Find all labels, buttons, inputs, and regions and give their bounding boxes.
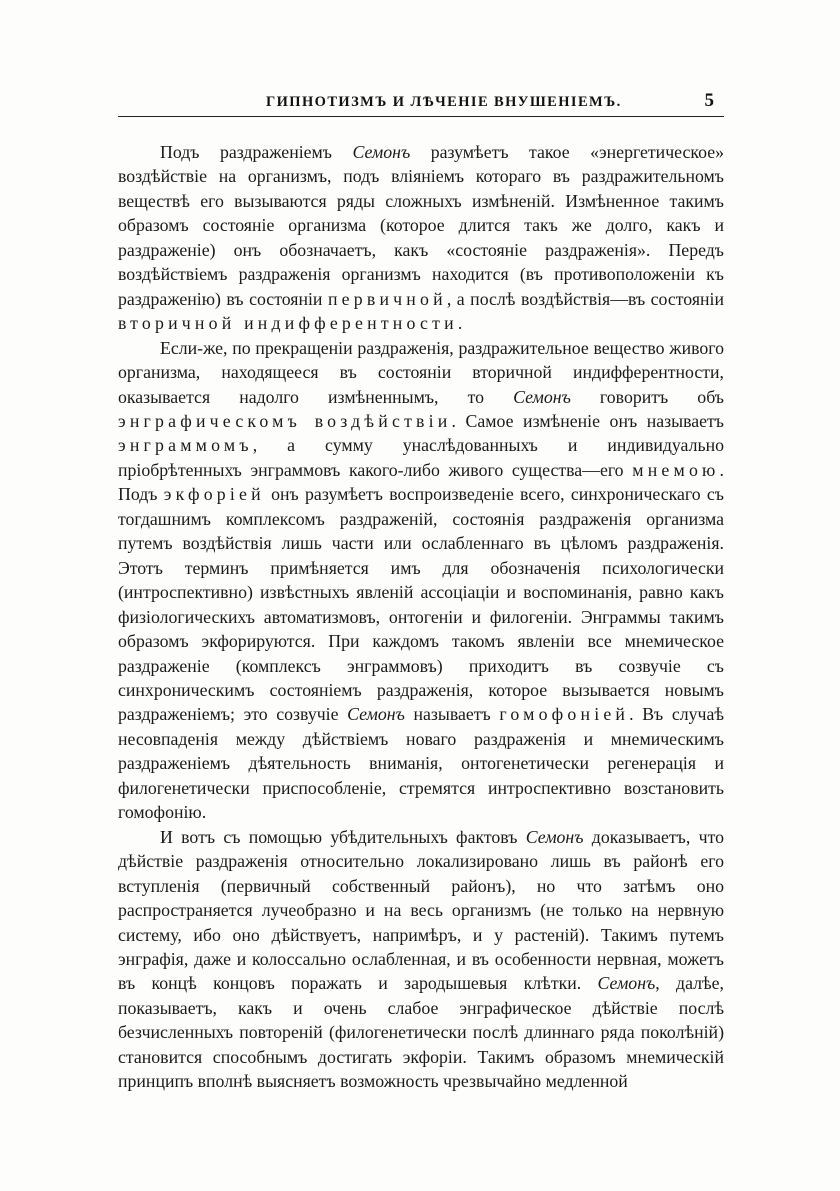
author-name: Семонъ xyxy=(347,704,405,725)
text-span: . Въ случаѣ несовпаденія между дѣйствіемъ новаго раздраженія и мнемическимъ раздраженіемъ дѣятельность вниманія, онтогенетически регенерація и филогенетически приспособленіе, стремятся интроспективно возстановить гомофонію. xyxy=(118,704,724,823)
spaced-term: первичной xyxy=(327,288,447,309)
paragraph-1 xyxy=(118,140,724,336)
body-text xyxy=(118,140,724,1094)
text-span: называетъ xyxy=(404,704,500,725)
running-header xyxy=(118,92,724,118)
text-span: Подъ раздраженіемъ xyxy=(160,142,353,162)
text-span: , а сумму унаслѣдованныхъ и индивидуально пріобрѣтенныхъ энграммовъ какого-либо живого существа—его xyxy=(118,435,724,480)
paragraph-2 xyxy=(118,336,724,825)
text-span: онъ разумѣетъ воспроизведеніе всего, синхроническаго съ тогдашнимъ комплексомъ раздраженій, состоянія раздраженія организма путемъ воздѣйствія лишь части или ослабленнаго въ цѣломъ раздраженія. Этотъ терминъ примѣняется имъ для обозначенія психологически (интроспективно) извѣстныхъ явленій ассоціаціи и воспоминанія, равно какъ физіологическихъ автоматизмовъ, онтогеніи и филогеніи. Энграммы такимъ образомъ экфорируются. При каждомъ такомъ явленіи все мнемическое раздраженіе (комплексъ энграммовъ) приходитъ въ созвучіе съ синхроническимъ состояніемъ раздраженія, которое вызывается новымъ раздраженіемъ; это созвучіе xyxy=(118,484,724,725)
text-span: разумѣетъ такое «энергетическое» воздѣйствіе на организмъ, подъ вліяніемъ котораго въ раздражительномъ веществѣ его вызываются ряды сложныхъ измѣненій. Измѣненное такимъ образомъ состояніе организма (которое длится такъ же долго, какъ и раздраженіе) онъ обозначаетъ, какъ «состояніе раздраженія». Передъ воздѣйствіемъ раздраженія организмъ находится (въ противоположеніи къ раздраженію) въ состояніи xyxy=(118,142,724,309)
spaced-term: гомофоніей xyxy=(499,704,630,725)
author-name: Семонъ xyxy=(597,973,656,994)
text-span: И вотъ съ помощью убѣдительныхъ фактовъ xyxy=(160,826,526,847)
spaced-term: экфоріей xyxy=(163,484,265,505)
text-span: . Самое измѣненіе онъ называетъ xyxy=(451,410,724,431)
author-name: Семонъ xyxy=(513,386,571,407)
paragraph-3 xyxy=(118,825,724,1094)
text-span: , далѣе, показываетъ, какъ и очень слабое энграфическое дѣйствіе послѣ безчисленныхъ повтореній (филогенетически послѣ длиннаго ряда поколѣній) становится способнымъ достигать экфоріи. Такимъ образомъ мнемическій принципъ вполнѣ выясняетъ возможность чрезвычайно медленной xyxy=(118,973,724,1092)
text-span: , а послѣ воздѣйствія—въ состояніи xyxy=(446,288,725,309)
spaced-term: мнемою xyxy=(632,459,720,480)
page-number: 5 xyxy=(704,90,714,111)
text-span: доказываетъ, что дѣйствіе раздраженія относительно локализировано лишь въ районѣ его вступленія (первичный собственный районъ), но что затѣмъ оно распространяется лучеобразно и на весь организмъ (не только на нервную систему, ибо оно дѣйствуетъ, напримѣръ, и у растеній). Такимъ путемъ энграфія, даже и колоссально ослабленная, и въ особенности нервная, можетъ въ концѣ концовъ поражать и зародышевыя клѣтки. xyxy=(118,826,724,994)
text-span: Если-же, по прекращеніи раздраженія, раздражительное вещество живого организма, находящееся въ состояніи вторичной индифферентности, оказывается надолго измѣненнымъ, то xyxy=(118,337,724,407)
spaced-term: вторичной индифферентности xyxy=(118,313,458,334)
author-name: Семонъ xyxy=(525,826,584,847)
spaced-term: энграммомъ xyxy=(118,435,253,456)
running-title: ГИПНОТИЗМЪ И ЛѢЧЕНІЕ ВНУШЕНІЕМЪ. xyxy=(266,94,622,110)
spaced-term: энграфическомъ воздѣйствіи xyxy=(118,410,452,431)
text-span: . xyxy=(457,313,463,334)
header-rule xyxy=(118,116,724,117)
author-name: Семонъ xyxy=(352,142,411,162)
text-span: . Подъ xyxy=(118,459,724,505)
text-span: говоритъ объ xyxy=(570,386,724,407)
